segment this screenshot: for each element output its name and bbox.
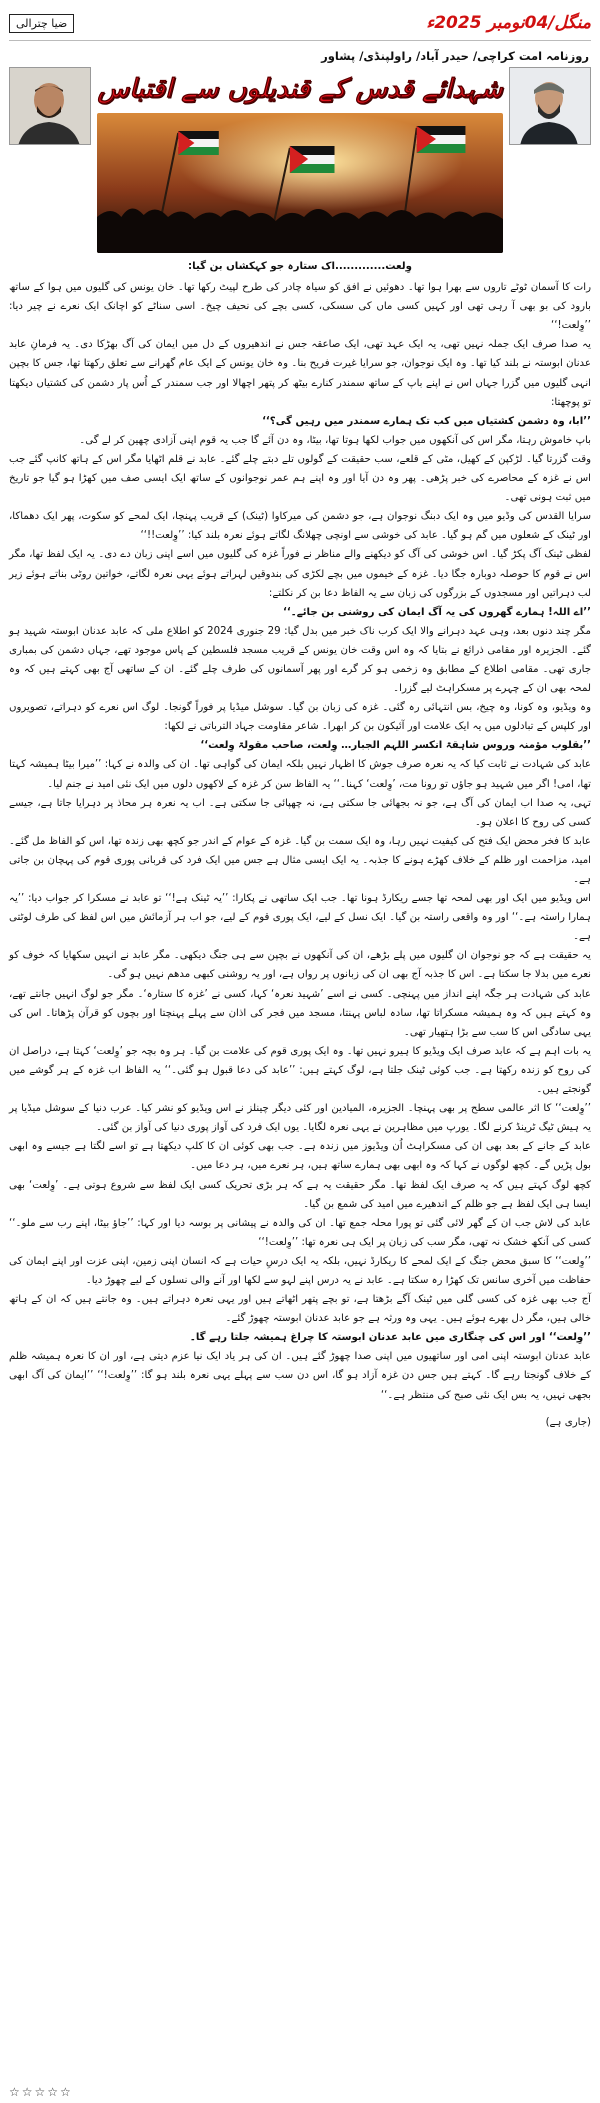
top-row — [9, 8, 591, 38]
author-portrait-icon — [9, 68, 90, 145]
paragraph: آج جب بھی غزہ کی کسی گلی میں ٹینک آگے بڑھتا ہے، تو بچے پتھر اٹھاتے ہیں اور یہی نعرہ دہراتے ہیں۔ وہ جانتے ہیں کہ ان کے ہاتھ خالی ہیں، مگر دل بھرے ہوئے ہیں۔ یہی وہ ورثہ ہے جو عابد عدنان ابوستہ چھوڑ گئے۔ — [9, 1294, 591, 1325]
paragraph: کچھ لوگ کہتے ہیں کہ یہ صرف ایک لفظ تھا۔ مگر حقیقت یہ ہے کہ ہر بڑی تحریک کسی ایک لفظ سے شروع ہوتی ہے۔ ’وِلعت‘ بھی ایسا ہی ایک لفظ ہے جو ظلم کے اندھیرے میں امید کی شمع بن گیا۔ — [9, 1179, 591, 1210]
headline: شہدائے قدس کے قندیلوں سے اقتباس — [97, 74, 503, 104]
paragraph: ’’وِلعت‘‘ کا اثر عالمی سطح پر بھی پہنچا۔ الجزیرہ، المیادین اور کئی دیگر چینلز نے اس ویڈیو کو نشر کیا۔ عرب دنیا کے سوشل میڈیا پر یہ ہیش ٹیگ ٹرینڈ کرنے لگا۔ یورپ میں مظاہرین نے یہی نعرہ لگایا۔ یوں ایک فرد کی آواز پوری دنیا کی آواز بن گئی۔ — [9, 1103, 591, 1134]
end-stars: ☆☆☆☆☆ — [9, 2085, 73, 2099]
headline-area — [97, 67, 503, 253]
paragraph: عابد کی شہادت ہر جگہ اپنے انداز میں پہنچی۔ کسی نے اسے ’شہید نعرہ‘ کہا، کسی نے ’غزہ کا ستارہ‘۔ مگر جو لوگ انہیں جانتے تھے، وہ کہتے ہیں کہ وہ ہمیشہ مسکراتا تھا، سادہ لباس پہنتا، مسجد میں فجر کی اذان سے پہلے پہنچتا اور بچوں کو قرآن پڑھاتا۔ اس کی یہی سادگی اس کا سب سے بڑا ہتھیار تھی۔ — [9, 988, 591, 1038]
quote-paragraph: ’’ابا، وہ دشمن کشتیاں میں کب تک ہمارے سمندر میں رہیں گی؟‘‘ — [262, 415, 591, 427]
flags-crowd-image — [97, 113, 503, 253]
paragraph: سرایا القدس کی وڈیو میں وہ ایک دبنگ نوجوان ہے، جو دشمن کی میرکاوا (ٹینک) کے قریب پہنچا، ایک لمحے کو سکوت، پھر ایک دھماکا، اور ٹینک کے شعلوں میں گم ہو گیا۔ عابد کی خوشی سے اونچی چھلانگ لگاتے ہوئے نعرہ بلند کیا: ’’وِلعت!!‘‘ — [9, 511, 591, 542]
paragraph: لفظی ٹینک آگ پکڑ گیا۔ اس خوشی کی آگ کو دیکھنے والے مناظر نے فوراً غزہ کی گلیوں میں اسے اپنی زبان دے دی۔ یہ ایک لفظ تھا، مگر اس نے قوم کا حوصلہ دوبارہ جگا دیا۔ غزہ کے خیموں میں بچے لکڑی کی بندوقیں لہراتے ہوئے یہی نعرہ لگاتے، خواتین روٹی بناتے ہوئے زیر لب دہراتیں اور مسجدوں کے بزرگوں کی زبان سے یہ الفاظ دعا بن کر نکلتے: — [9, 549, 591, 599]
to-be-continued: (جاری ہے) — [545, 1416, 591, 1428]
quote-paragraph: ’’بقلوب مؤمنہ وروس شاہقۃ انکسر اللہم الجبار… وِلعت، صاحب مقولۃ وِلعت‘‘ — [200, 740, 591, 752]
author-photo-left — [9, 67, 91, 145]
paragraph: عابد کی لاش جب ان کے گھر لائی گئی تو پورا محلہ جمع تھا۔ ان کی والدہ نے پیشانی پر بوسہ دیا اور کہا: ’’جاؤ بیٹا، اپنے رب سے ملو۔‘‘ کسی کی آنکھ خشک نہ تھی، مگر سب کی زبان پر ایک ہی نعرہ تھا: ’’وِلعت!‘‘ — [9, 1217, 591, 1248]
publication-date: منگل/04نومبر 2025ء — [426, 13, 591, 33]
paragraph: یہ صدا صرف ایک جملہ نہیں تھی، یہ ایک عہد تھی، ایک صاعقہ جس نے اندھیروں کے دل میں ایمان کی آگ بھڑکا دی۔ یہ فرمانِ عابد عدنان ابوستہ نے بلند کیا تھا۔ وہ ایک نوجوان، جو سرایا غیرت فریح بنا۔ وہ خان یونس کے ایک عام گھرانے سے تعلق رکھتا تھا، جس کا بچپن انہی گلیوں میں گزرا جہاں اس نے اپنے باپ کے ساتھ سمندر کنارے بیٹھ کر پتھر اچھالا اور جب سمندر کے اُس پار دشمن کی کشتیاں دیکھتا تو پوچھتا: — [9, 339, 591, 408]
paragraph: اس ویڈیو میں ایک اور بھی لمحہ تھا جسے ریکارڈ ہونا تھا۔ جب ایک ساتھی نے پکارا: ’’یہ ٹینک ہے!‘‘ تو عابد نے مسکرا کر جواب دیا: ’’یہ ہمارا راستہ ہے۔‘‘ اور وہ واقعی راستہ بن گیا۔ ایک نسل کے لیے، ایک پوری قوم کے لیے، جو اب ہر آزمائش میں اس لفظ کی طرف لوٹتی ہے۔ — [9, 893, 591, 943]
quote-paragraph: ’’اے اللہ! ہمارے گھروں کی یہ آگ ایمان کی روشنی بن جائے۔‘‘ — [283, 606, 591, 618]
quote-paragraph: ’’وِلعت‘‘ اور اس کی چنگاری میں عابد عدنان ابوستہ کا چراغ ہمیشہ جلتا رہے گا۔ — [189, 1332, 591, 1344]
paragraph: عابد کی شہادت نے ثابت کیا کہ یہ نعرہ صرف جوش کا اظہار نہیں بلکہ ایمان کی گواہی تھا۔ ان کی والدہ نے کہا: ’’میرا بیٹا ہمیشہ کہتا تھا، امی! اگر میں شہید ہو جاؤں تو رونا مت، ’وِلعت‘ کہنا۔‘‘ یہ الفاظ سن کر غزہ کے لاکھوں دلوں میں ایک نئی امید نے جنم لیا۔ — [9, 759, 591, 790]
banner-image — [97, 113, 503, 253]
outlets-line: روزنامہ امت کراچی/ حیدر آباد/ راولپنڈی/ پشاور — [321, 49, 589, 63]
paragraph: ’’وِلعت‘‘ کا سبق محض جنگ کے ایک لمحے کا ریکارڈ نہیں، بلکہ یہ ایک درسِ حیات ہے کہ انسان اپنی زمین، اپنی عزت اور اپنے ایمان کی حفاظت میں آخری سانس تک کھڑا رہ سکتا ہے۔ عابد نے یہ درس اپنے لہو سے لکھا اور آنے والی نسلوں کے لیے چھوڑ دیا۔ — [9, 1255, 591, 1286]
article-subtitle: وِلعت.............اک ستارہ جو کہکشاں بن گیا: — [188, 261, 412, 272]
paragraph: یہ حقیقت ہے کہ جو نوجوان ان گلیوں میں پلے بڑھے، ان کی آنکھوں نے بچپن سے ہی جنگ دیکھی۔ مگر عابد نے انہیں سکھایا کہ خوف کو نعرے میں بدلا جا سکتا ہے۔ اس کا جذبہ آج بھی ان کی زبانوں پر رواں ہے، اور یہ روشنی کبھی مدھم نہیں ہو گی۔ — [9, 950, 591, 981]
author-photo-right — [509, 67, 591, 145]
top-divider — [9, 40, 591, 41]
paragraph: وہ ویڈیو، وہ کونا، وہ چیخ، بس انتہائی رہ گئی۔ غزہ کی زبان بن گیا۔ سوشل میڈیا پر فوراً گونجا۔ لوگ اس نعرے کو دہراتے، تصویروں اور کلپس کے تبادلوں میں یہ ایک علامت اور آئیکون بن کر ابھرا۔ شاعر مقاومت جہاد الترباتی نے لکھا: — [9, 702, 591, 733]
writer-name-box: ضیا چترالی — [9, 14, 74, 33]
paragraph: عابد عدنان ابوستہ اپنی امی اور ساتھیوں میں اپنی صدا چھوڑ گئے ہیں۔ ان کی ہر یاد ایک نیا عزم دیتی ہے، اور ان کا نعرہ ہمیشہ ظلم کے خلاف گونجتا رہے گا۔ کہتے ہیں جس دن غزہ آزاد ہو گا، اس دن سب سے پہلے یہی نعرہ بلند ہو گا: ’’وِلعت!‘‘ ’’ایمان کی آگ ابھی بجھی نہیں، یہ بس ایک نئی صبح کی منتظر ہے۔‘‘ — [9, 1351, 591, 1401]
paragraph: عابد کے جانے کے بعد بھی ان کی مسکراہٹ اُن ویڈیوز میں زندہ ہے۔ جب بھی کوئی ان کا کلپ دیکھتا ہے تو اسے لگتا ہے جیسے وہ ابھی بول پڑیں گے۔ کچھ لوگوں نے کہا کہ وہ ابھی بھی ہمارے ساتھ ہیں، ہر نعرے میں، ہر دعا میں۔ — [9, 1141, 591, 1172]
author-portrait-icon — [509, 68, 590, 145]
paragraph: مگر چند دنوں بعد، وہی عہد دہرانے والا ایک کرب ناک خبر میں بدل گیا: 29 جنوری 2024 کو اطلاع ملی کہ عابد عدنان ابوستہ شہید ہو گئے۔ الجزیرہ اور مقامی ذرائع نے بتایا کہ وہ اس وقت خان یونس کے قریب مسجد فلسطین کے پاس موجود تھے، جہاں دشمن کی بمباری جاری تھی۔ مقامی اطلاع کے مطابق وہ زخمی ہو کر گرے اور پھر آسمانوں کی طرف چلے گئے۔ ان کے ساتھی آج بھی کہتے ہیں کہ وہ لمحہ بھی ان کے چہرے پر مسکراہٹ لیے گزرا۔ — [9, 625, 592, 695]
article-body — [9, 257, 591, 1432]
paragraph: عابد کا فخر محض ایک فتح کی کیفیت نہیں رہا، وہ ایک سمت بن گیا۔ غزہ کے عوام کے اندر جو کچھ بھی زندہ تھا، اس کو الفاظ مل گئے۔ امید، مزاحمت اور ظلم کے خلاف کھڑے ہونے کا جذبہ۔ یہ ایک ایسی مثال ہے جس میں ایک فرد کی قربانی پوری قوم کی پہچان بن جاتی ہے۔ — [9, 835, 591, 885]
paragraph: تہی، یہ صدا اب ایمان کی آگ ہے، جو نہ بجھائی جا سکتی ہے، نہ چھپائی جا سکتی ہے۔ اب یہ نعرہ ہر محاذ پر دہرایا جاتا ہے، جیسے کسی کی روح کا اعلان ہو۔ — [9, 797, 591, 828]
article-header — [9, 67, 591, 249]
paragraph: وقت گزرتا گیا۔ لڑکپن کے کھیل، مٹی کے قلعے، سب حقیقت کے گولوں تلے دبتے چلے گئے۔ عابد نے قلم اٹھایا مگر اس کے ہاتھ کانپ گئے جب اس نے غزہ کے محاصرے کی خبر پڑھی۔ پھر وہ دن آیا اور وہ اپنے ہم عمر نوجوانوں کے ساتھ ایک ایسی صف میں کھڑا ہو گیا جو تاریخ میں ثبت ہونی تھی۔ — [9, 453, 591, 504]
paragraph: رات کا آسمان ٹوٹے تاروں سے بھرا ہوا تھا۔ دھوئیں نے افق کو سیاہ چادر کی طرح لپیٹ رکھا تھا۔ خان یونس کی گلیوں میں ہوا کے ساتھ بارود کی بو بھی آ رہی تھی اور کہیں کسی ماں کی سسکی، کسی بچے کی نحیف چیخ۔ اسی سناٹے کو اچانک ایک نعرے نے چیر دیا: ’’وِلعت!‘‘ — [9, 282, 591, 332]
paragraph: باپ خاموش رہتا، مگر اس کی آنکھوں میں جواب لکھا ہوتا تھا، بیٹا، وہ دن آئے گا جب یہ قوم اپنی آزادی چھین کر لے گی۔ — [79, 434, 591, 446]
paragraph: یہ بات اہم ہے کہ عابد صرف ایک ویڈیو کا ہیرو نہیں تھا۔ وہ ایک پوری قوم کی علامت بن گیا۔ ہر وہ بچہ جو ’وِلعت‘ کہتا ہے، دراصل ان کی روح کو زندہ رکھتا ہے۔ جب کوئی ٹینک جلتا ہے، لوگ کہتے ہیں: ’’عابد کی دعا قبول ہو گئی۔‘‘ یہ الفاظ اب غزہ کے ہر گوشے میں گونجتے ہیں۔ — [9, 1045, 591, 1096]
